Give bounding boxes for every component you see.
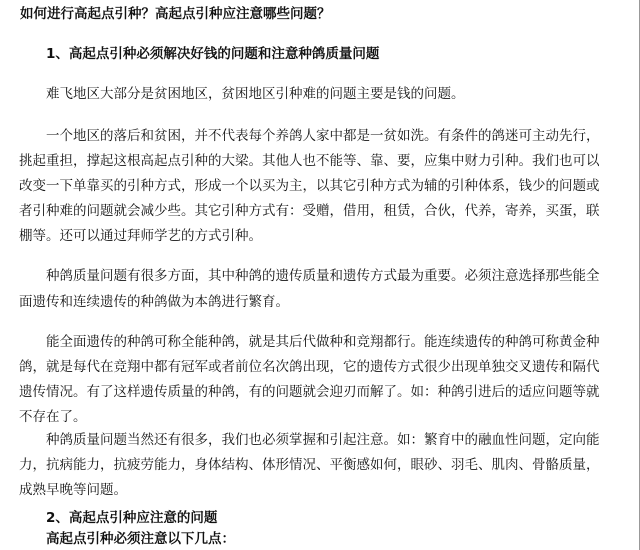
paragraph-2-line-3: 改变一下单靠买的引种方式，形成一个以买为主，以其它引种方式为辅的引种体系，钱少的问题或 [19,178,600,194]
paragraph-4-line-1: 能全面遗传的种鸽可称全能种鸽，就是其后代做种和竞翔都行。能连续遗传的种鸽可称黄金种 [46,334,600,350]
paragraph-5-line-3: 成熟早晚等问题。 [19,482,127,498]
section-heading-2: 2、高起点引种应注意的问题 [46,510,218,526]
document-title: 如何进行高起点引种？高起点引种应注意哪些问题？ [20,6,331,22]
section-subheading: 高起点引种必须注意以下几点： [46,531,235,547]
paragraph-4-line-2: 鸽，就是每代在竞翔中都有冠军或者前位名次鸽出现，它的遗传方式很少出现单独交叉遗传和隔代 [19,359,600,375]
paragraph-2-line-4: 者引种难的问题就会减少些。其它引种方式有：受赠，借用，租赁，合伙，代养，寄养，买蛋，联 [19,203,600,219]
paragraph-4-line-4: 不存在了。 [19,409,87,425]
paragraph-3-line-2: 面遗传和连续遗传的种鸽做为本鸽进行繁育。 [19,294,289,310]
paragraph-1-line-1: 难飞地区大部分是贫困地区，贫困地区引种难的问题主要是钱的问题。 [46,86,465,102]
paragraph-2-line-1: 一个地区的落后和贫困，并不代表每个养鸽人家中都是一贫如洗。有条件的鸽迷可主动先行， [46,128,600,144]
paragraph-5-line-1: 种鸽质量问题当然还有很多，我们也必须掌握和引起注意。如：繁育中的融血性问题，定向能 [46,432,600,448]
paragraph-5-line-2: 力，抗病能力，抗疲劳能力，身体结构、体形情况、平衡感如何，眼砂、羽毛、肌肉、骨骼质量， [19,457,600,473]
paragraph-2-line-5: 棚等。还可以通过拜师学艺的方式引种。 [19,228,262,244]
section-heading-1: 1、高起点引种必须解决好钱的问题和注意种鸽质量问题 [46,46,380,62]
paragraph-4-line-3: 遗传情况。有了这样遗传质量的种鸽，有的问题就会迎刃而解了。如：种鸽引进后的适应问题等就 [19,384,600,400]
paragraph-2-line-2: 挑起重担，撑起这根高起点引种的大梁。其他人也不能等、靠、要，应集中财力引种。我们也可以 [19,153,600,169]
paragraph-3-line-1: 种鸽质量问题有很多方面，其中种鸽的遗传质量和遗传方式最为重要。必须注意选择那些能全 [46,268,600,284]
